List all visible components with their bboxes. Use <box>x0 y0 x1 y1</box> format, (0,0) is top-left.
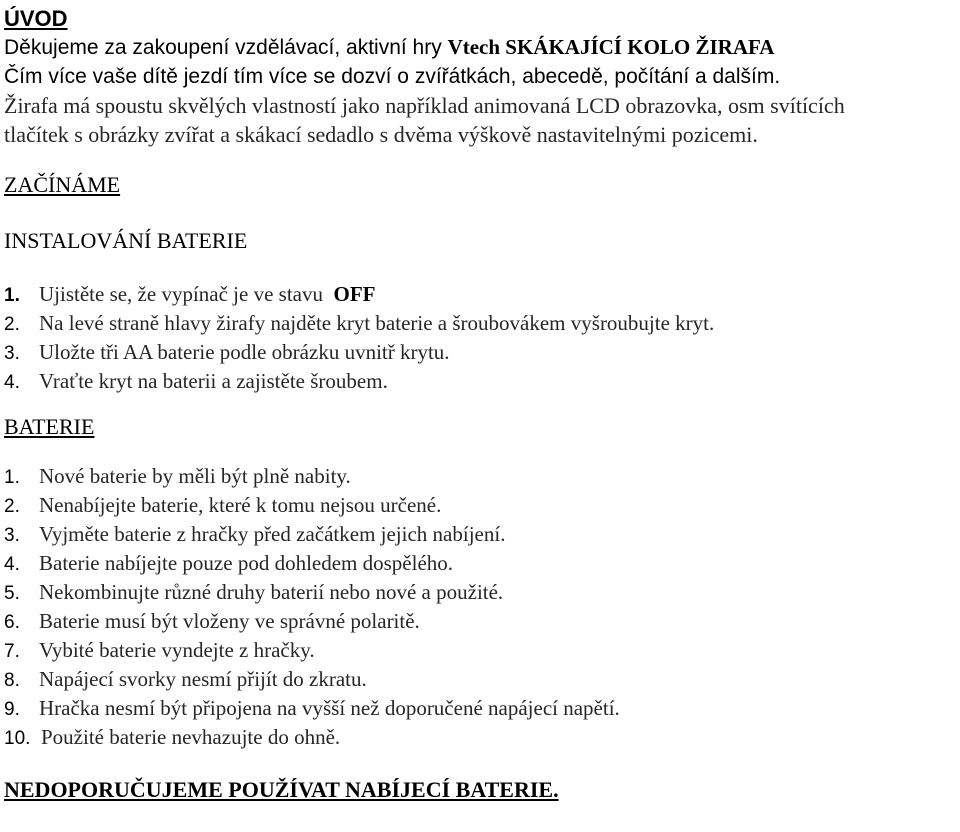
product-name: Vtech SKÁKAJÍCÍ KOLO ŽIRAFA <box>447 35 775 59</box>
item-number: 3. <box>4 525 20 546</box>
item-text: Vyjměte baterie z hračky před začátkem jejich nabíjení. <box>39 522 506 546</box>
intro-title: ÚVOD <box>4 6 68 31</box>
warning-heading: NEDOPORUČUJEME POUŽÍVAT NABÍJECÍ BATERIE. <box>4 777 559 802</box>
intro-line-3: Žirafa má spoustu skvělých vlastností jako například animovaná LCD obrazovka, osm svítících <box>4 93 845 118</box>
battery-item <box>4 491 954 520</box>
document <box>4 4 954 804</box>
item-number: 6. <box>4 612 20 633</box>
item-text: Baterie nabíjejte pouze pod dohledem dospělého. <box>39 551 454 575</box>
intro-line-1 <box>4 33 954 62</box>
battery-item <box>4 694 954 723</box>
intro-line-2: Čím více vaše dítě jezdí tím více se dozví o zvířátkách, abecedě, počítání a dalším. <box>4 65 781 88</box>
step-text: Na levé straně hlavy žirafy najděte kryt baterie a šroubovákem vyšroubujte kryt. <box>39 311 715 335</box>
battery-item <box>4 462 954 491</box>
step-text: Vraťte kryt na baterii a zajistěte šroubem. <box>39 369 388 393</box>
item-number: 4. <box>4 554 20 575</box>
item-text: Nové baterie by měli být plně nabity. <box>39 464 351 488</box>
step-text: Ujistěte se, že vypínač je ve stavu OFF <box>39 282 376 306</box>
item-number: 1. <box>4 467 20 488</box>
item-text: Použité baterie nevhazujte do ohně. <box>41 725 341 749</box>
battery-heading: BATERIE <box>4 414 95 439</box>
battery-item <box>4 636 954 665</box>
item-number: 7. <box>4 641 20 662</box>
item-text: Vybité baterie vyndejte z hračky. <box>39 638 315 662</box>
item-number: 5. <box>4 583 20 604</box>
install-step <box>4 309 954 338</box>
item-number: 9. <box>4 699 20 720</box>
item-text: Napájecí svorky nesmí přijít do zkratu. <box>39 667 367 691</box>
item-number: 10. <box>4 728 31 749</box>
battery-item <box>4 578 954 607</box>
step-text: Uložte tři AA baterie podle obrázku uvnitř krytu. <box>39 340 450 364</box>
item-number: 8. <box>4 670 20 691</box>
battery-item <box>4 723 954 752</box>
item-text: Baterie musí být vloženy ve správné polaritě. <box>39 609 420 633</box>
install-step <box>4 367 954 396</box>
item-text: Hračka nesmí být připojena na vyšší než doporučené napájecí napětí. <box>39 696 620 720</box>
item-text: Nekombinujte různé druhy baterií nebo nové a použité. <box>39 580 504 604</box>
item-text: Nenabíjejte baterie, které k tomu nejsou určené. <box>39 493 442 517</box>
step-number: 2. <box>4 314 20 335</box>
install-step <box>4 338 954 367</box>
battery-item <box>4 549 954 578</box>
getting-started-heading: ZAČÍNÁME <box>4 172 121 197</box>
battery-item <box>4 607 954 636</box>
off-emphasis: OFF <box>333 282 376 306</box>
battery-list <box>4 462 954 752</box>
battery-item <box>4 520 954 549</box>
install-step <box>4 280 954 309</box>
step-number: 4. <box>4 372 20 393</box>
install-heading: INSTALOVÁNÍ BATERIE <box>4 228 248 253</box>
intro-line-1-text: Děkujeme za zakoupení vzdělávací, aktivní hry <box>4 36 448 59</box>
intro-line-4: tlačítek s obrázky zvířat a skákací sedadlo s dvěma výškově nastavitelnými pozicemi. <box>4 122 758 147</box>
battery-item <box>4 665 954 694</box>
step-number: 3. <box>4 343 20 364</box>
install-steps <box>4 280 954 396</box>
step-number: 1. <box>4 285 20 306</box>
item-number: 2. <box>4 496 20 517</box>
